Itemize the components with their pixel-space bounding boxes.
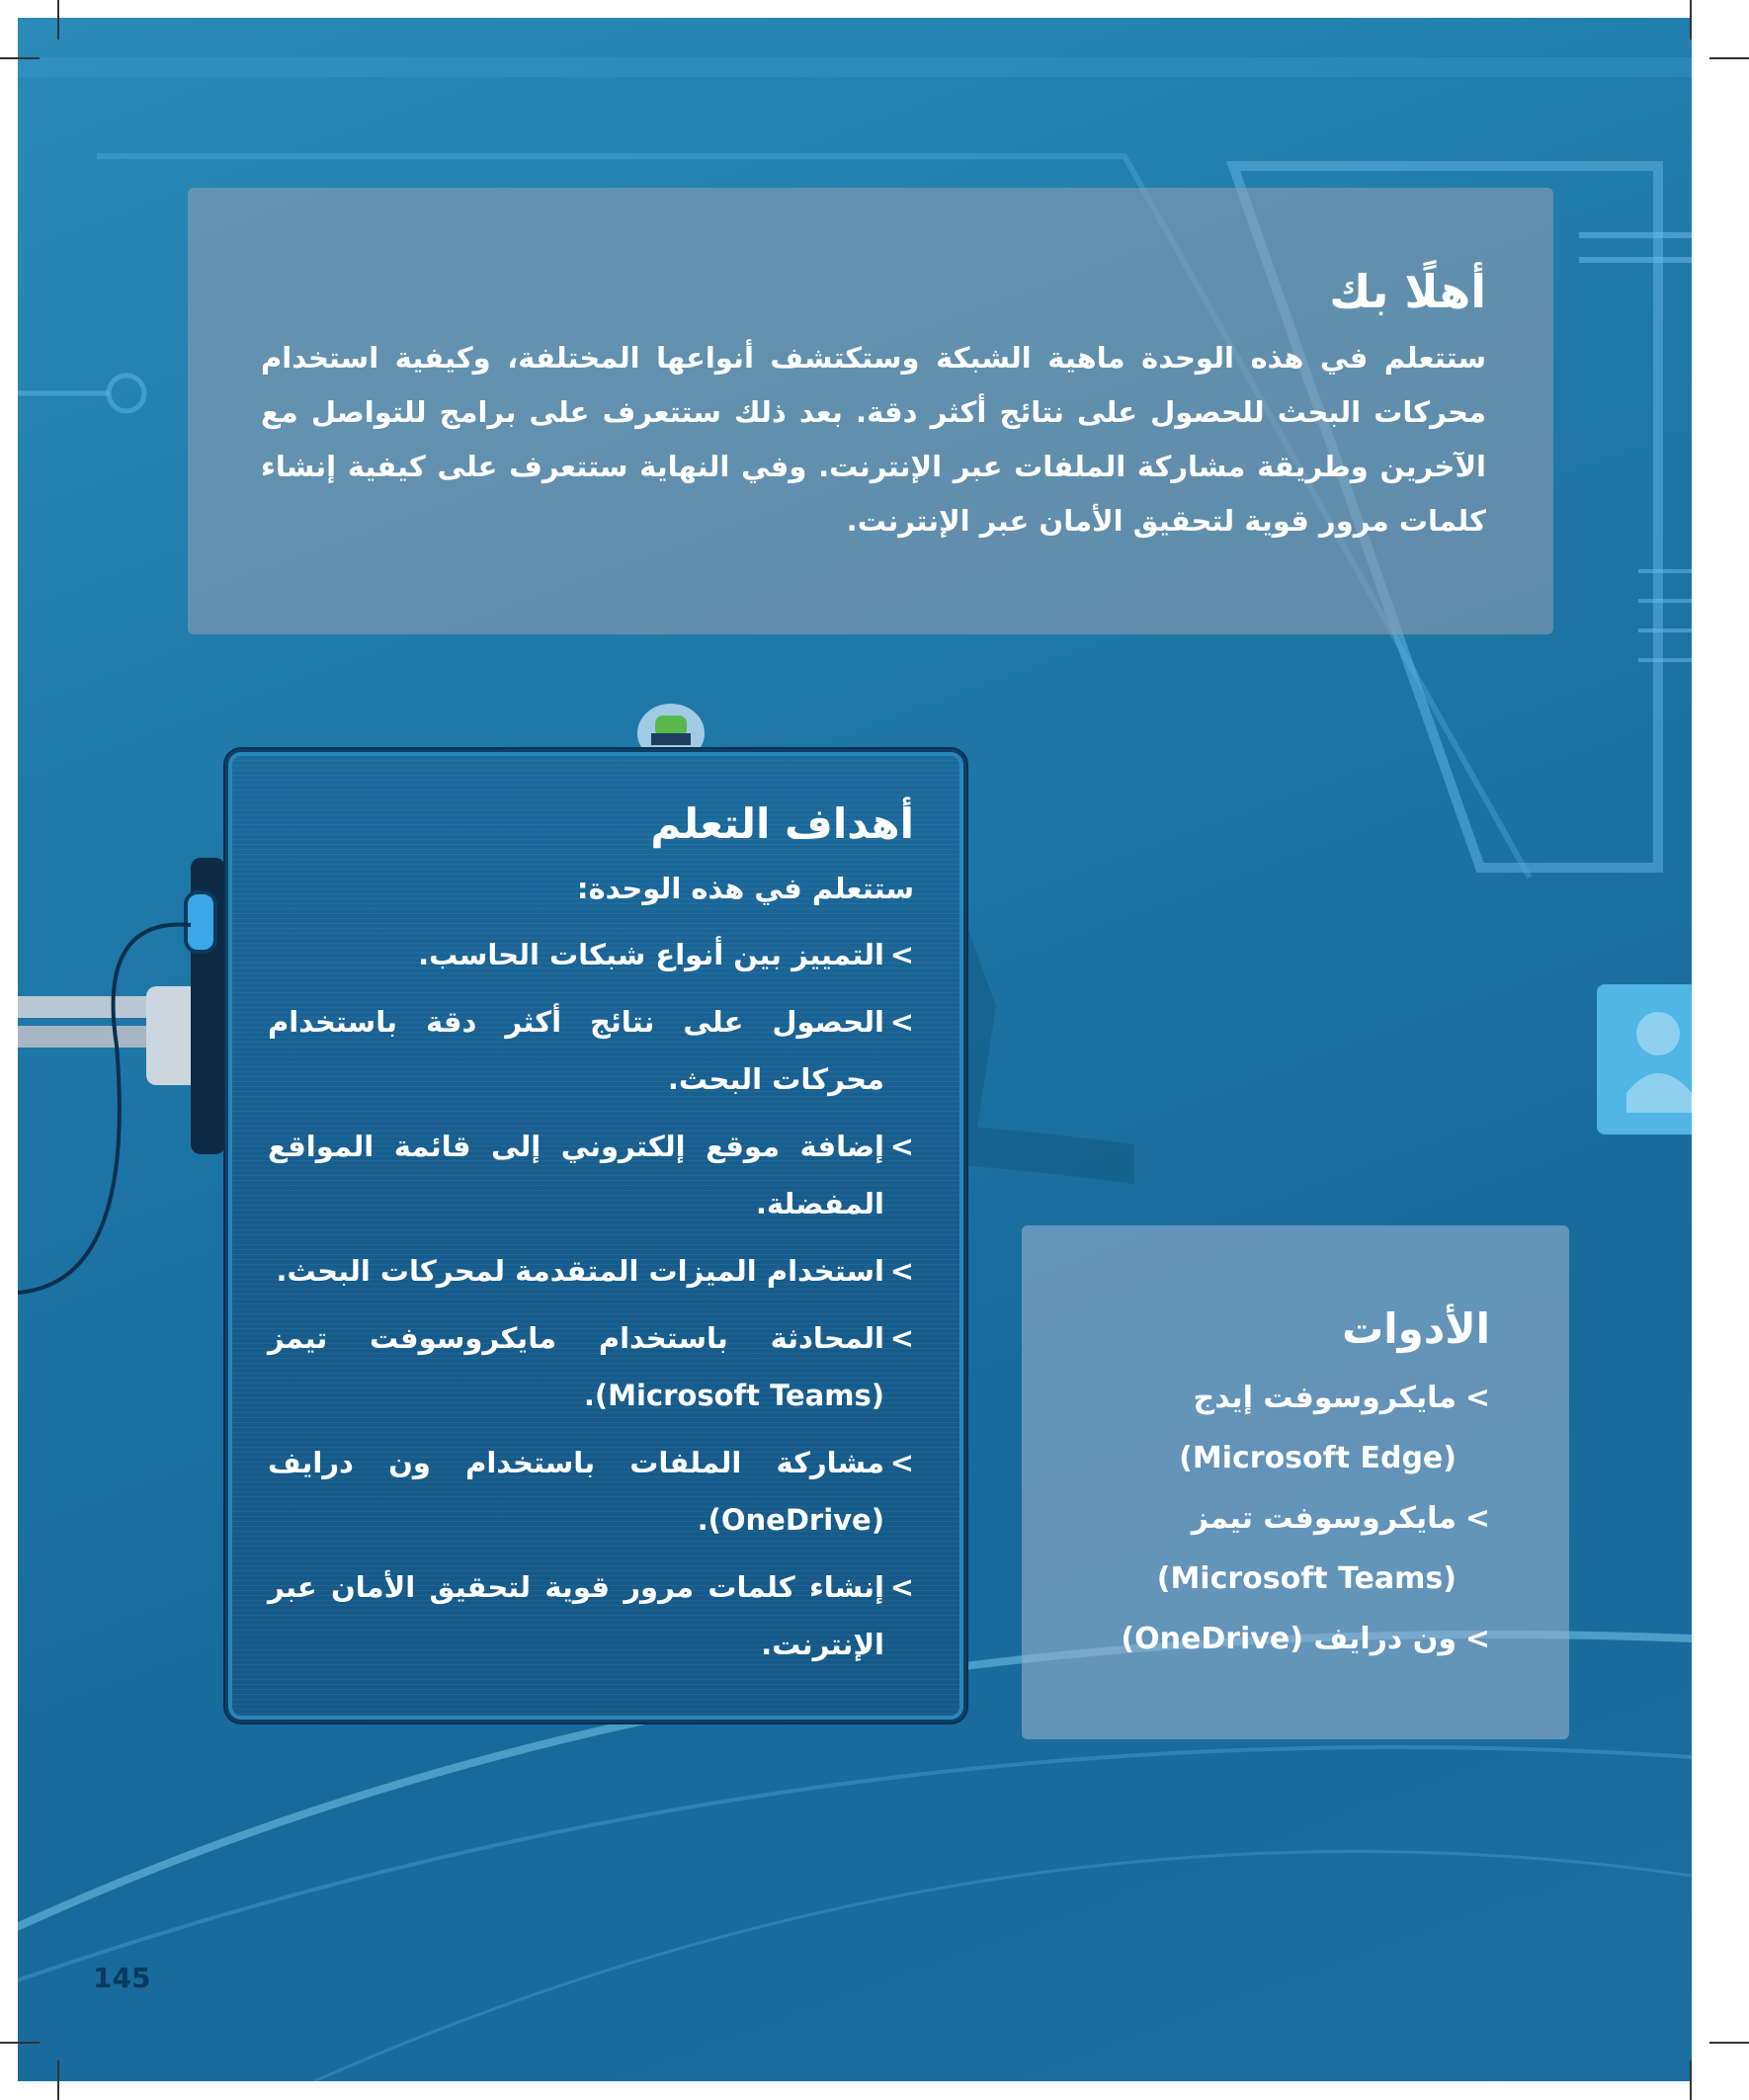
tool-item: > مايكروسوفت تيمز (Microsoft Teams) [1051,1488,1490,1609]
tool-item: > مايكروسوفت إيدج (Microsoft Edge) [1051,1368,1490,1488]
page-number: 145 [93,1962,151,1994]
bullet-arrow-icon: > [889,1321,914,1356]
tools-list [1051,1368,1490,1669]
tool-item: > ون درايف (OneDrive) [1051,1609,1490,1669]
goal-item: > إضافة موقع إلكتروني إلى قائمة المواقع المفضلة. [268,1118,914,1232]
welcome-body: ستتعلم في هذه الوحدة ماهية الشبكة وستكتشف أنواعها المختلفة، وكيفية استخدام محركات البحث للحصول على نتائج أكثر دقة. بعد ذلك ستتعرف على برامج للتواصل مع الآخرين وطريقة مشاركة الملفات عبر الإنترنت. وفي النهاية ستتعرف على كيفية إنشاء كلمات مرور قوية لتحقيق الأمان عبر الإنترنت. [261,340,1486,538]
bullet-arrow-icon: > [889,1570,914,1605]
goals-intro: ستتعلم في هذه الوحدة: [576,872,914,906]
cable-connector [18,848,245,1322]
page-background [18,18,1692,2081]
goal-item: > التمييز بين أنواع شبكات الحاسب. [268,926,914,983]
bullet-arrow-icon: > [889,1005,914,1040]
bullet-arrow-icon: > [889,1446,914,1480]
tools-panel [1022,1225,1569,1739]
crop-mark [0,57,40,59]
crop-mark [0,2042,40,2044]
welcome-title: أهلًا بك [1329,265,1486,318]
bullet-arrow-icon: > [1464,1381,1490,1416]
learning-goals-panel [225,749,966,1722]
welcome-panel [188,188,1553,634]
goal-item: > الحصول على نتائج أكثر دقة باستخدام محركات البحث. [268,993,914,1108]
crop-mark [1709,2042,1749,2044]
bullet-arrow-icon: > [889,938,914,972]
bullet-arrow-icon: > [889,1254,914,1289]
indicator-light-icon [635,698,707,757]
goal-item: > إنشاء كلمات مرور قوية لتحقيق الأمان عبر الإنترنت. [268,1558,914,1673]
crop-mark [57,0,59,40]
goal-item: > مشاركة الملفات باستخدام ون درايف (OneDrive). [268,1434,914,1549]
tools-title: الأدوات [1342,1304,1490,1353]
crop-mark [57,2060,59,2100]
user-icon [1597,984,1692,1134]
goals-title: أهداف التعلم [650,799,914,848]
bullet-arrow-icon: > [1464,1622,1490,1657]
crop-mark [1690,2060,1692,2100]
goal-item: > المحادثة باستخدام مايكروسوفت تيمز (Microsoft Teams). [268,1309,914,1424]
bullet-arrow-icon: > [889,1130,914,1164]
goal-item: > استخدام الميزات المتقدمة لمحركات البحث. [268,1242,914,1300]
crop-mark [1709,57,1749,59]
bullet-arrow-icon: > [1464,1501,1490,1537]
user-card-decoration [1597,984,1692,1134]
crop-mark [1690,0,1692,40]
goals-list [268,926,914,1673]
